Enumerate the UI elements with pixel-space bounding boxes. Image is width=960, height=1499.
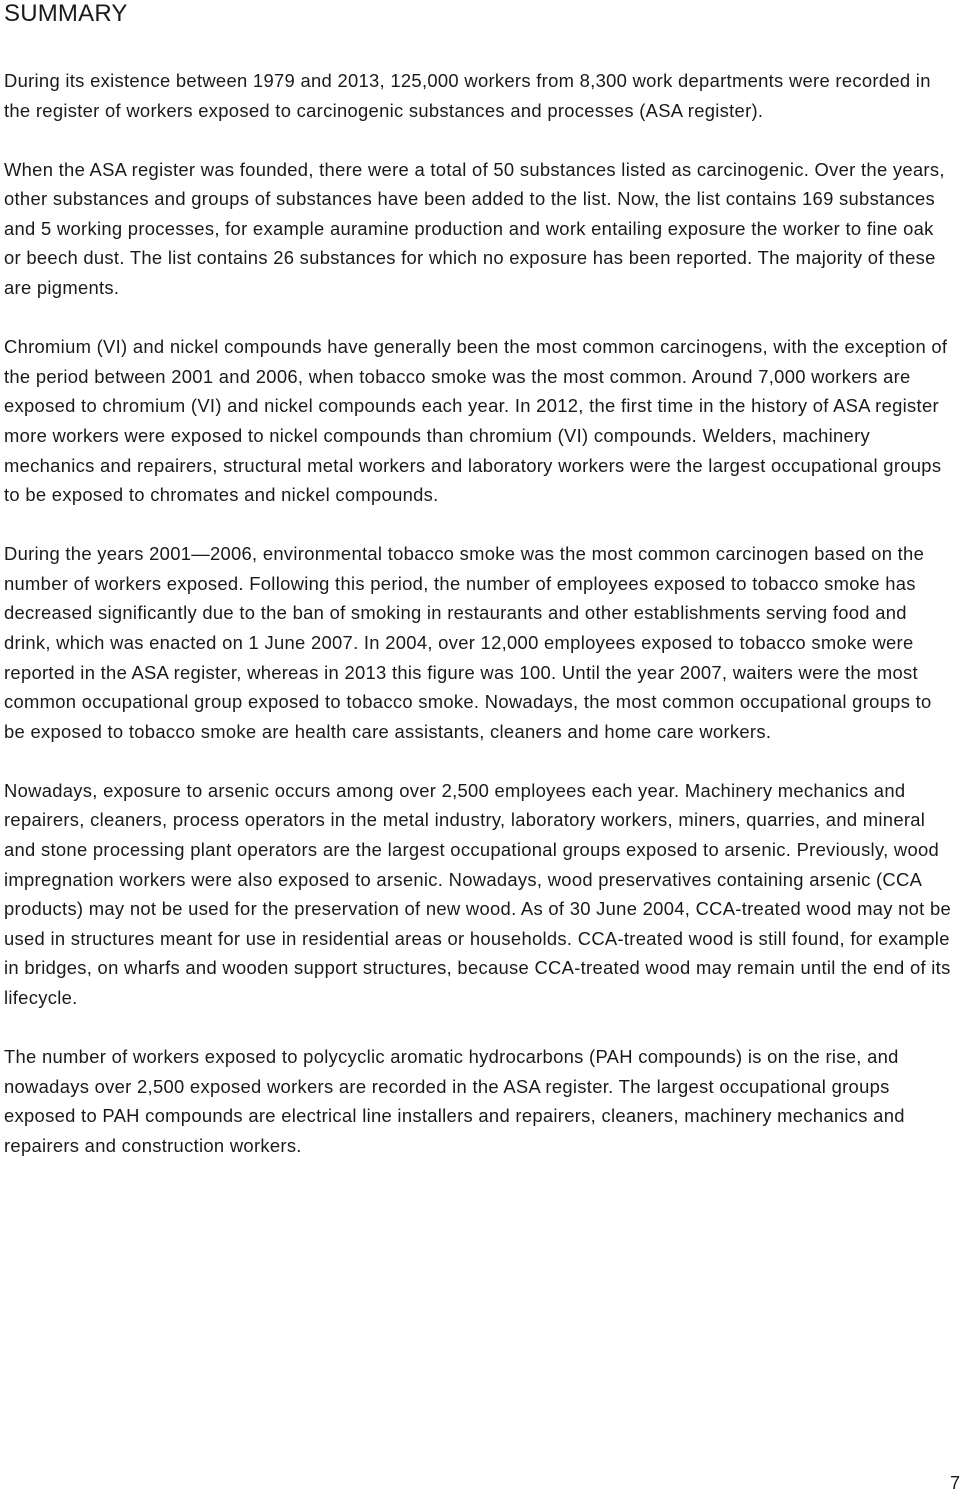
page-number: 7 xyxy=(949,1473,960,1493)
paragraph-tobacco-smoke: During the years 2001—2006, environmental tobacco smoke was the most common carcinogen based on the number of workers exposed. Following this period, the number of employees exposed to tobacco smoke has decreased significantly due to the ban of smoking in restaurants and other establishments serving food and drink, which was enacted on 1 June 2007. In 2004, over 12,000 employees exposed to tobacco smoke were reported in the ASA register, whereas in 2013 this figure was 100. Until the year 2007, waiters were the most common occupational group exposed to tobacco smoke. Nowadays, the most common occupational groups to be exposed to tobacco smoke are health care assistants, cleaners and home care workers. xyxy=(4,543,932,742)
page-title: SUMMARY xyxy=(4,0,128,27)
paragraph-arsenic: Nowadays, exposure to arsenic occurs among over 2,500 employees each year. Machinery mechanics and repairers, cleaners, process operators in the metal industry, laboratory workers, miners, quarries, and mineral and stone processing plant operators are the largest occupational groups exposed to arsenic. Previously, wood impregnation workers were also exposed to arsenic. Nowadays, wood preservatives containing arsenic (CCA products) may not be used for the preservation of new wood. As of 30 June 2004, CCA-treated wood may not be used in structures meant for use in residential areas or households. CCA-treated wood is still found, for example in bridges, on wharfs and wooden support structures, because CCA-treated wood may remain until the end of its lifecycle. xyxy=(4,779,952,1009)
document-page xyxy=(4,0,954,1190)
paragraph-chromium-nickel: Chromium (VI) and nickel compounds have generally been the most common carcinogens, with the exception of the period between 2001 and 2006, when tobacco smoke was the most common. Around 7,000 workers are exposed to chromium (VI) and nickel compounds each year. In 2012, the first time in the history of ASA register more workers were exposed to nickel compounds than chromium (VI) compounds. Welders, machinery mechanics and repairers, structural metal workers and laboratory workers were the largest occupational groups to be exposed to chromates and nickel compounds. xyxy=(4,336,948,506)
summary-body xyxy=(4,66,954,1161)
paragraph-pah-compounds: The number of workers exposed to polycyclic aromatic hydrocarbons (PAH compounds) is on the rise, and nowadays over 2,500 exposed workers are recorded in the ASA register. The largest occupational groups exposed to PAH compounds are electrical line installers and repairers, cleaners, machinery mechanics and repairers and construction workers. xyxy=(4,1046,905,1156)
paragraph-substance-list: When the ASA register was founded, there were a total of 50 substances listed as carcinogenic. Over the years, other substances and groups of substances have been added to the list. Now, the list contains 169 substances and 5 working processes, for example auramine production and work entailing exposure the worker to fine oak or beech dust. The list contains 26 substances for which no exposure has been reported. The majority of these are pigments. xyxy=(4,158,945,299)
paragraph-register-overview: During its existence between 1979 and 2013, 125,000 workers from 8,300 work departments were recorded in the register of workers exposed to carcinogenic substances and processes (ASA register). xyxy=(4,70,931,121)
